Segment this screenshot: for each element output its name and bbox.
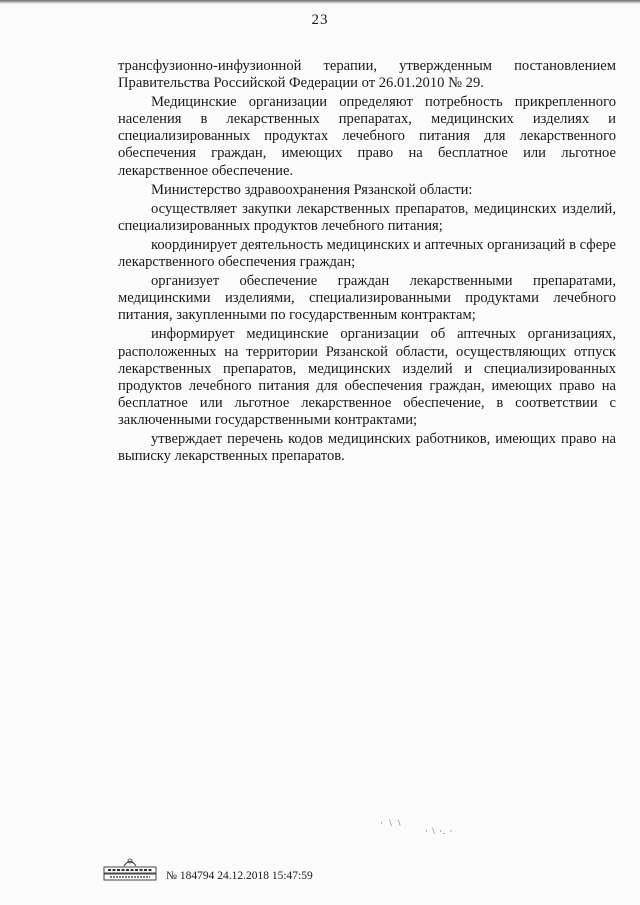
paragraph-8: утверждает перечень кодов медицинских работников, имеющих право на выписку лекарственных препаратов. (118, 430, 616, 465)
paragraph-7: информирует медицинские организации об аптечных организациях, расположенных на территории Рязанской области, осуществляющих отпуск лекарственных препаратов, медицинских изделий и специализированных продуктов лечебного питания для обеспечения граждан, имеющих право на бесплатное или льготное лекарственное обеспечение, в соответствии с заключенными государственными контрактами; (118, 326, 616, 428)
paragraph-1: трансфузионно-инфузионной терапии, утвержденным постановлением Правительства Российской Федерации от 26.01.2010 № 29. (118, 58, 616, 92)
paragraph-5: координирует деятельность медицинских и аптечных организаций в сфере лекарственного обеспечения граждан; (118, 236, 617, 271)
document-body (118, 58, 616, 465)
paragraph-2: Медицинские организации определяют потребность прикрепленного населения в лекарственных препаратах, медицинских изделиях и специализированных продуктах лечебного питания для лекарственного обеспечения граждан, имеющих право на бесплатное или льготное лекарственное обеспечение. (118, 94, 616, 179)
scan-specks-2: · \ ·. · (425, 826, 454, 836)
document-number: № 184794 (166, 870, 215, 882)
paragraph-3: Министерство здравоохранения Рязанской области: (151, 181, 473, 198)
registry-stamp-icon (102, 853, 158, 883)
paragraph-6: организует обеспечение граждан лекарственными препаратами, медицинскими изделиями, специализированными продуктами лечебного питания, закупленными по государственным контрактам; (118, 273, 616, 324)
scan-specks: · \ \ (380, 818, 403, 828)
registration-footer (166, 870, 313, 882)
registration-datetime: 24.12.2018 15:47:59 (217, 870, 313, 882)
scan-edge (0, 0, 640, 4)
page-number: 23 (311, 12, 329, 28)
paragraph-4: осуществляет закупки лекарственных препаратов, медицинских изделий, специализированных продуктов лечебного питания; (118, 200, 616, 234)
